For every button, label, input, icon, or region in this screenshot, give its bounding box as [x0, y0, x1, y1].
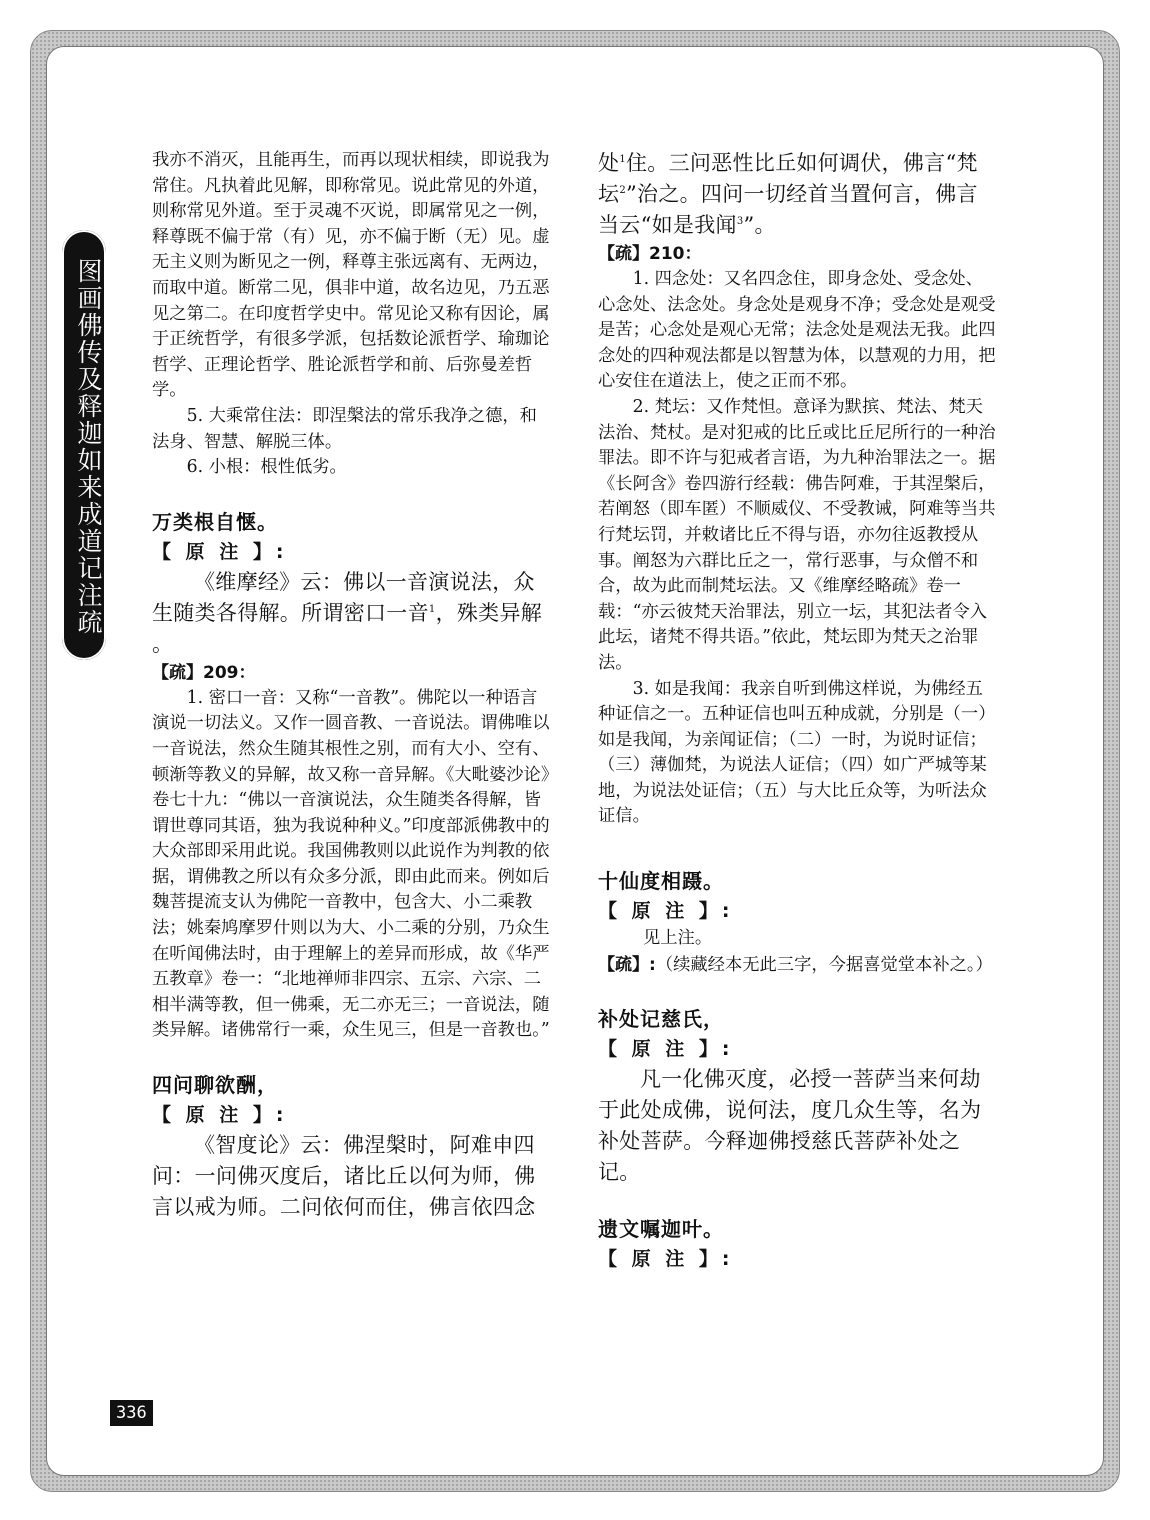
- commentary-label-209: 【疏】209：: [152, 662, 256, 683]
- page-number: 336: [110, 1400, 153, 1426]
- footnote-marker: 1: [619, 154, 626, 165]
- footnote-marker: 3: [736, 216, 744, 227]
- verse-heading-1: 万类根自惬。: [152, 509, 278, 534]
- right-paragraph-5: 见上注。: [642, 928, 713, 949]
- verse-heading-3: 十仙度相蹑。: [598, 869, 724, 894]
- side-title-tab: [62, 230, 106, 660]
- left-paragraph-6: 《智度论》云：佛涅槃时，阿难申四问：一问佛灭度后，诸比丘以何为师，佛言以戒为师。二问依何而住，佛言依四念: [152, 1133, 536, 1220]
- left-paragraph-2: 5. 大乘常住法：即涅槃法的常乐我净之德，和法身、智慧、解脱三体。: [152, 405, 537, 452]
- footnote-marker: 2: [619, 185, 626, 196]
- commentary-line: 【疏】:（续藏经本无此三字，今据喜觉堂本补之。）: [598, 954, 993, 975]
- verse-heading-4: 补处记慈氏，: [598, 1007, 724, 1032]
- left-paragraph-3: 6. 小根：根性低劣。: [186, 457, 347, 478]
- right-paragraph-4: 3. 如是我闻：我亲自听到佛这样说，为佛经五种证信之一。五种证信也叫五种成就，分别是（一）如是我闻，为亲闻证信；（二）一时，为说时证信；（三）薄伽梵，为说法人证信；（四）如广严城等某地，为说法处证信；（五）与大比丘众等，为听法众证信。: [598, 678, 996, 827]
- original-note-label-3: 【 原 注 】:: [598, 900, 734, 923]
- commentary-label: 【疏】:: [598, 954, 656, 975]
- right-paragraph-7: 凡一化佛灭度，必授一菩萨当来何劫于此处成佛，说何法，度几众生等，名为补处菩萨。今释迦佛授慈氏菩萨补处之记。: [598, 1067, 982, 1185]
- right-paragraph-2: 1. 四念处：又名四念住，即身念处、受念处、心念处、法念处。身念处是观身不净；受念处是观受是苦；心念处是观心无常；法念处是观法无我。此四念处的四种观法都是以智慧为体，以慧观的力用，把心安住在道法上，使之正而不邪。: [598, 269, 996, 392]
- verse-heading-2: 四问聊欲酬，: [152, 1073, 278, 1098]
- right-paragraph-3: 2. 梵坛：又作梵怛。意译为默摈、梵法、梵天法治、梵杖。是对犯戒的比丘或比丘尼所行的一种治罪法。即不许与犯戒者言语，为九种治罪法之一。据《长阿含》卷四游行经载：佛告阿难，于其涅槃后，若阐怒（即车匿）不顺威仪、不受教诫，阿难等当共行梵坛罚，并敕诸比丘不得与语，亦勿往返教授从事。阐怒为六群比丘之一，常行恶事，与众僧不和合，故为此而制梵坛法。又《维摩经略疏》卷一载：“亦云彼梵天治罪法，别立一坛，其犯法者令入此坛，诸梵不得共语。”依此，梵坛即为梵天之治罪法。: [598, 396, 996, 673]
- original-note-label-1: 【 原 注 】:: [152, 540, 288, 563]
- right-paragraph-1: 处$^1$住。三问恶性比丘如何调伏，佛言“梵坛$^2$”治之。四问一切经首当置何言，佛言当云“如是我闻$^3$”。: [598, 151, 978, 237]
- left-paragraph-1: 我亦不消灭，且能再生，而再以现状相续，即说我为常住。凡执着此见解，即称常见。说此常见的外道，则称常见外道。至于灵魂不灭说，即属常见之一例，释尊既不偏于常（有）见，亦不偏于断（无）见。虚无主义则为断见之一例，释尊主张远离有、无两边，而取中道。断常二见，俱非中道，故名边见，乃五恶见之第二。在印度哲学史中。常见论又称有因论，属于正统哲学，有很多学派，包括数论派哲学、瑜珈论哲学、正理论哲学、胜论派哲学和前、后弥曼差哲学。: [152, 150, 550, 401]
- left-paragraph-4: 《维摩经》云：佛以一音演说法，众生随类各得解。所谓密口一音$^1$，殊类异解 。: [152, 569, 543, 656]
- commentary-label-210: 【疏】210：: [598, 244, 702, 264]
- original-note-label-4: 【 原 注 】:: [598, 1038, 734, 1061]
- verse-heading-5: 遗文嘱迦叶。: [598, 1217, 724, 1242]
- left-column: [152, 148, 552, 1223]
- left-paragraph-5: 1. 密口一音：又称“一音教”。佛陀以一种语言演说一切法义。又作一圆音教、一音说法。谓佛唯以一音说法，然众生随其根性之别，而有大小、空有、顿渐等教义的异解，故又称一音异解。《大毗婆沙论》卷七十九：“佛以一音演说法，众生随类各得解，皆谓世尊同其语，独为我说种种义。”印度部派佛教中的大众部即采用此说。我国佛教则以此说作为判教的依据，谓佛教之所以有众多分派，即由此而来。例如后魏菩提流支认为佛陀一音教中，包含大、小二乘教法；姚秦鸠摩罗什则以为大、小二乘的分别，乃众生在听闻佛法时，由于理解上的差异而形成，故《华严五教章》卷一：“北地禅师非四宗、五宗、六宗、二相半满等教，但一佛乘，无二亦无三；一音说法，随类异解。诸佛常行一乘，众生见三，但是一音教也。”: [152, 687, 550, 1041]
- original-note-label-5: 【 原 注 】:: [598, 1248, 734, 1271]
- side-title: 图画佛传及释迦如来成道记注疏: [74, 258, 103, 636]
- right-column: [598, 148, 998, 1274]
- footnote-marker: 1: [428, 603, 436, 615]
- original-note-label-2: 【 原 注 】:: [152, 1104, 288, 1127]
